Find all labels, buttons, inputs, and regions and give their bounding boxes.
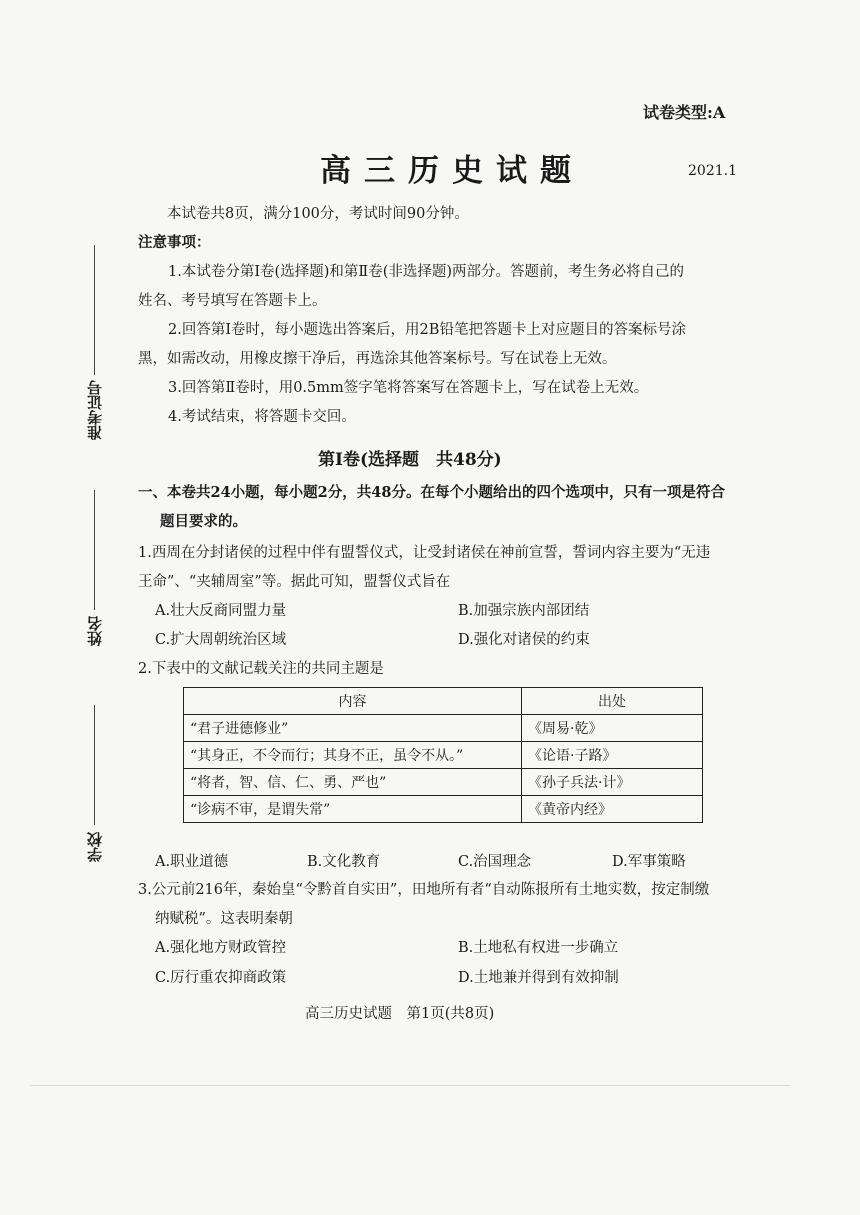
page-footer: 高三历史试题 第1页(共8页) <box>305 1006 495 1022</box>
exam-id-line <box>94 245 95 375</box>
note-line: 3.回答第Ⅱ卷时，用0.5mm签字笔将答案写在答题卡上，写在试卷上无效。 <box>168 380 649 396</box>
q1-stem: 王命”、“夹辅周室”等。据此可知，盟誓仪式旨在 <box>138 574 451 590</box>
school-label: 学校 <box>86 832 104 862</box>
table-cell-content: “将者，智、信、仁、勇、严也” <box>184 769 522 796</box>
table-cell-source: 《黄帝内经》 <box>522 796 703 823</box>
note-line: 黑，如需改动，用橡皮擦干净后，再选涂其他答案标号。写在试卷上无效。 <box>138 351 617 367</box>
q2-table <box>183 687 703 823</box>
table-cell-source: 《孙子兵法·计》 <box>522 769 703 796</box>
note-line: 4.考试结束，将答题卡交回。 <box>168 409 356 425</box>
q3-option-d: D.土地兼并得到有效抑制 <box>458 970 619 986</box>
page-title: 高三历史试题 <box>320 153 584 189</box>
note-line: 2.回答第Ⅰ卷时，每小题选出答案后，用2B铅笔把答题卡上对应题目的答案标号涂 <box>168 322 686 338</box>
exam-date: 2021.1 <box>688 163 737 179</box>
q2-option-d: D.军事策略 <box>612 854 686 870</box>
table-row <box>184 715 703 742</box>
name-label: 姓名 <box>86 616 104 646</box>
table-cell-source: 《周易·乾》 <box>522 715 703 742</box>
name-line <box>94 490 95 610</box>
q2-stem: 2.下表中的文献记载关注的共同主题是 <box>138 661 384 677</box>
table-header-source: 出处 <box>522 688 703 715</box>
q2-option-c: C.治国理念 <box>458 854 532 870</box>
paper-type: 试卷类型:A <box>643 103 726 122</box>
note-line: 1.本试卷分第Ⅰ卷(选择题)和第Ⅱ卷(非选择题)两部分。答题前，考生务必将自己的 <box>168 264 685 280</box>
section-desc: 一、本卷共24小题，每小题2分，共48分。在每个小题给出的四个选项中，只有一项是符合 <box>138 484 725 501</box>
notes-heading: 注意事项： <box>138 234 211 251</box>
q1-option-b: B.加强宗族内部团结 <box>458 603 590 619</box>
table-row <box>184 742 703 769</box>
section-title: 第Ⅰ卷(选择题 共48分) <box>318 450 502 470</box>
q1-stem: 1.西周在分封诸侯的过程中伴有盟誓仪式，让受封诸侯在神前宣誓，誓词内容主要为“无违 <box>138 545 711 561</box>
table-cell-content: “其身正，不令而行；其身不正，虽令不从。” <box>184 742 522 769</box>
table-row <box>184 796 703 823</box>
school-line <box>94 705 95 825</box>
table-cell-content: “君子进德修业” <box>184 715 522 742</box>
q3-stem: 3.公元前216年，秦始皇“令黔首自实田”，田地所有者“自动陈报所有土地实数，按定制缴 <box>138 882 710 898</box>
table-cell-source: 《论语·子路》 <box>522 742 703 769</box>
section-desc: 题目要求的。 <box>160 513 247 530</box>
q3-option-b: B.土地私有权进一步确立 <box>458 940 619 956</box>
table-row <box>184 769 703 796</box>
page-divider <box>30 1085 790 1086</box>
q2-option-b: B.文化教育 <box>307 854 381 870</box>
q3-option-c: C.厉行重农抑商政策 <box>155 970 287 986</box>
q2-option-a: A.职业道德 <box>155 854 229 870</box>
table-cell-content: “诊病不审，是谓失常” <box>184 796 522 823</box>
intro-text: 本试卷共8页，满分100分，考试时间90分钟。 <box>167 206 469 222</box>
q1-option-d: D.强化对诸侯的约束 <box>458 632 590 648</box>
q1-option-a: A.壮大反商同盟力量 <box>155 603 287 619</box>
note-line: 姓名、考号填写在答题卡上。 <box>138 293 327 309</box>
table-header-content: 内容 <box>184 688 522 715</box>
q1-option-c: C.扩大周朝统治区域 <box>155 632 287 648</box>
q3-option-a: A.强化地方财政管控 <box>155 940 287 956</box>
q3-stem: 纳赋税”。这表明秦朝 <box>155 911 293 927</box>
table-header-row <box>184 688 703 715</box>
exam-id-label: 准考证号 <box>86 380 104 440</box>
